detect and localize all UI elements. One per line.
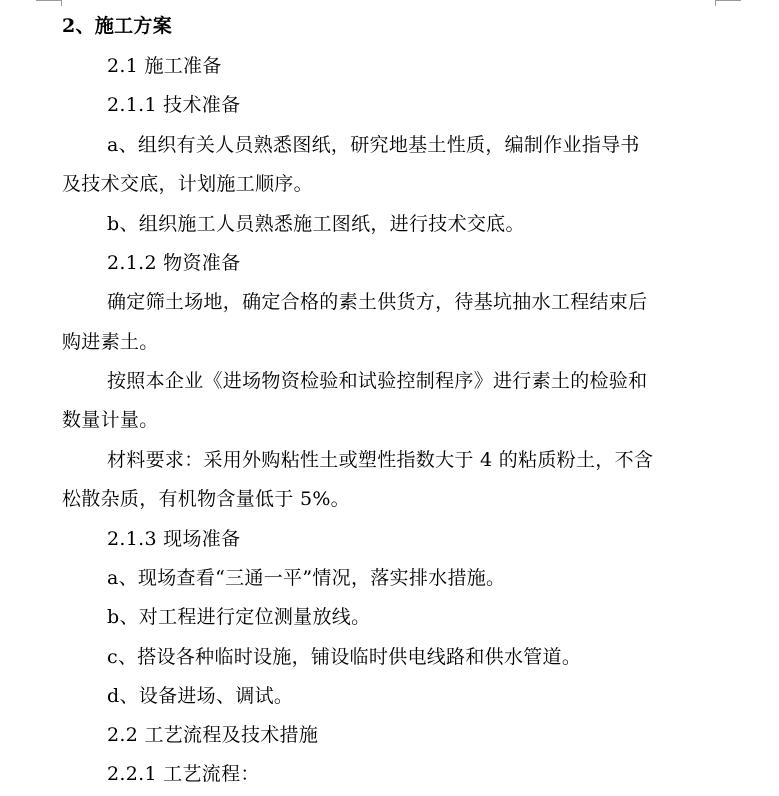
section-title: 2、施工方案 [62, 15, 173, 37]
paragraph-line: a、组织有关人员熟悉图纸，研究地基土性质，编制作业指导书 [107, 134, 640, 156]
paragraph-line: 数量计量。 [62, 409, 159, 431]
paragraph-line: b、组织施工人员熟悉施工图纸，进行技术交底。 [107, 213, 525, 235]
paragraph-line: 购进素土。 [62, 331, 159, 353]
paragraph-line: 按照本企业《进场物资检验和试验控制程序》进行素土的检验和 [107, 370, 648, 392]
paragraph-line: 确定筛土场地，确定合格的素土供货方，待基坑抽水工程结束后 [107, 291, 648, 313]
page-corner-mark-right-tick [715, 0, 716, 6]
paragraph-line: c、搭设各种临时设施，铺设临时供电线路和供水管道。 [107, 646, 582, 668]
subsection-heading: 2.1 施工准备 [107, 55, 222, 77]
subsection-heading: 2.2.1 工艺流程： [107, 763, 260, 785]
subsection-heading: 2.1.3 现场准备 [107, 528, 241, 550]
subsection-heading: 2.1.2 物资准备 [107, 252, 241, 274]
paragraph-line: b、对工程进行定位测量放线。 [107, 606, 371, 628]
subsection-heading: 2.2 工艺流程及技术措施 [107, 724, 319, 746]
page-corner-mark-left [36, 0, 62, 1]
page-corner-mark-right [715, 0, 741, 1]
paragraph-line: 松散杂质，有机物含量低于 5%。 [62, 488, 350, 510]
paragraph-line: d、设备进场、调试。 [107, 685, 294, 707]
subsection-heading: 2.1.1 技术准备 [107, 94, 241, 116]
page-corner-mark-left-tick [61, 0, 62, 6]
paragraph-line: 及技术交底，计划施工顺序。 [62, 173, 313, 195]
paragraph-line: 材料要求：采用外购粘性土或塑性指数大于 4 的粘质粉土，不含 [107, 449, 654, 471]
paragraph-line: a、现场查看“三通一平”情况，落实排水措施。 [107, 567, 506, 589]
